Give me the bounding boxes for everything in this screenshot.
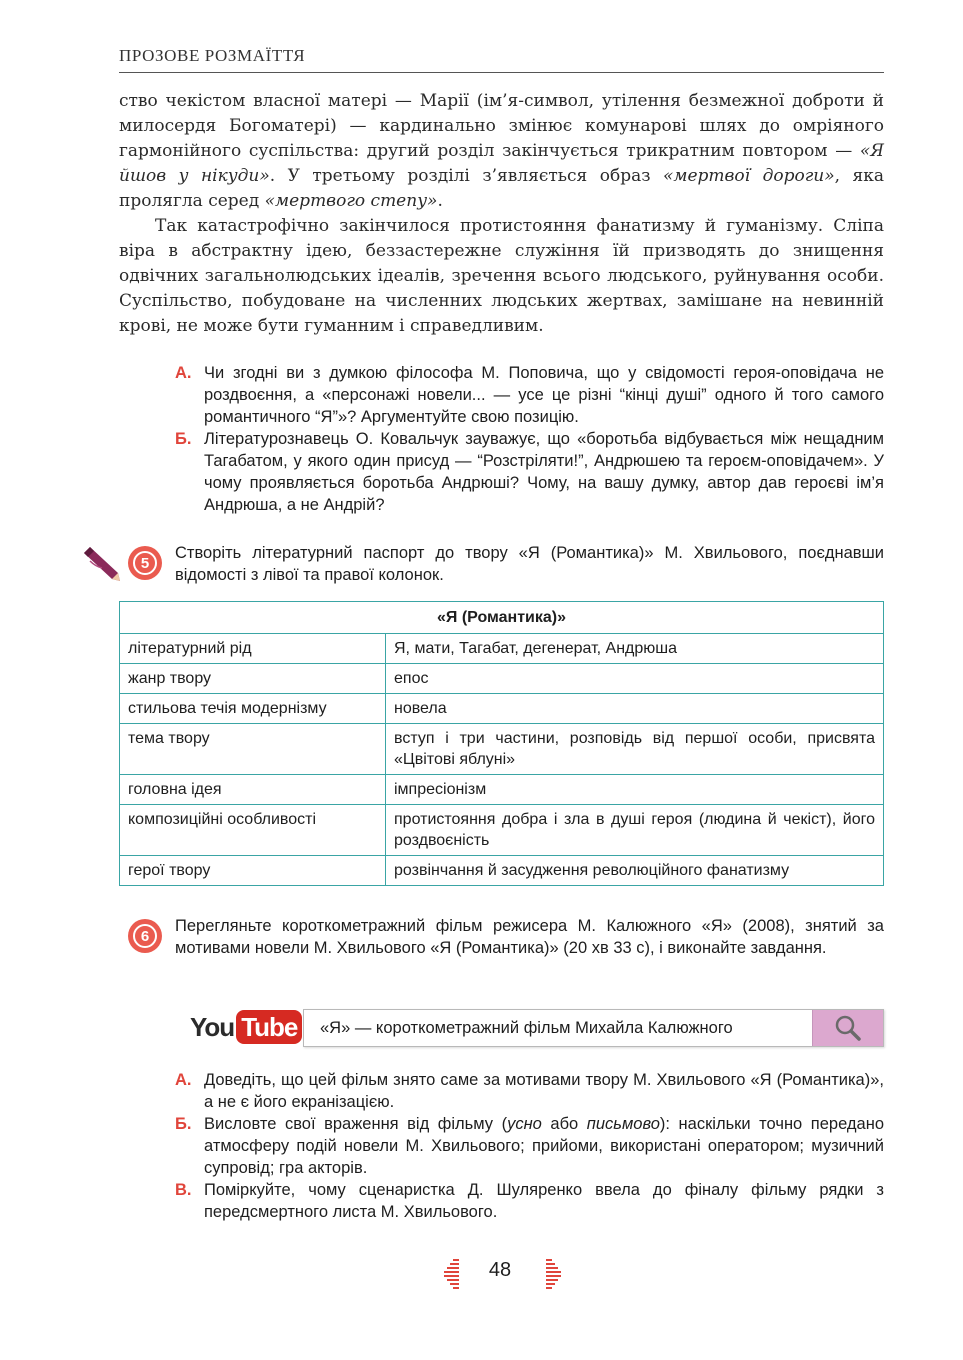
- table-cell-left: стильова течія модернізму: [120, 694, 386, 724]
- question-letter: Б.: [175, 1115, 192, 1133]
- table-row: [120, 724, 884, 775]
- table-row: [120, 634, 884, 664]
- table-cell-right: протистояння добра і зла в душі героя (людина й чекіст), його роздвоєність: [386, 805, 884, 856]
- paragraph-1: [119, 89, 884, 214]
- text-span: , яка пролягла серед: [119, 166, 885, 211]
- page-footer: [0, 1256, 963, 1292]
- table-cell-right: новела: [386, 694, 884, 724]
- question-item: [175, 1113, 884, 1179]
- question-letter: А.: [175, 1071, 192, 1089]
- literary-passport-table: [119, 601, 884, 886]
- table-cell-left: головна ідея: [120, 775, 386, 805]
- text-span: ство чекістом власної матері — Марії (ім’я-символ, утілення безмежної доброти й милосердя Богоматері) — кардинально змінює комунарові шлях до омріяного гармонійного суспільства: другий розділ закінчується трикратним повтором —: [119, 91, 884, 161]
- left-arrow-ornament-icon: [441, 1258, 461, 1290]
- question-text: [204, 1115, 884, 1177]
- question-item: [175, 1179, 884, 1223]
- table-row: [120, 775, 884, 805]
- table-row: [120, 694, 884, 724]
- question-item: [175, 1069, 884, 1113]
- task-5-text: Створіть літературний паспорт до твору «Я (Романтика)» М. Хвильового, поєднавши відомості з лівої та правої колонок.: [175, 544, 884, 584]
- question-item: [175, 428, 884, 516]
- question-text: Літературознавець О. Ковальчук зауважує, що «боротьба відбувається між нещадним Тагабатом, у якого один присуд — “Розстріляти!”, Андрюшею та героєм-оповідачем». У чому проявляється боротьба Андрюші? Чому, на вашу думку, автор дав героєві ім’я Андрюша, а не Андрій?: [204, 430, 884, 514]
- text-span: . У третьому розділі з’являється образ: [269, 166, 663, 186]
- questions-block-2: [175, 1069, 884, 1223]
- youtube-logo-tube: Tube: [236, 1010, 302, 1044]
- quote-italic: «мертвого степу»: [264, 191, 438, 211]
- search-button[interactable]: [812, 1010, 883, 1046]
- questions-block-1: [175, 362, 884, 516]
- table-cell-right: Я, мати, Тагабат, дегенерат, Андрюша: [386, 634, 884, 664]
- pen-icon: [80, 543, 126, 583]
- quote-italic: «мертвої дороги»: [662, 166, 835, 186]
- question-letter: Б.: [175, 430, 192, 448]
- task-5-number-icon: [128, 546, 162, 580]
- youtube-logo[interactable]: [190, 1010, 302, 1044]
- table-row: [120, 664, 884, 694]
- question-text: Доведіть, що цей фільм знято саме за мотивами твору М. Хвильового «Я (Романтика)», а не є його екранізацією.: [204, 1071, 884, 1111]
- main-text: [119, 89, 884, 339]
- table-cell-left: композиційні особливості: [120, 805, 386, 856]
- emphasis: письмово: [586, 1115, 660, 1133]
- question-text: Чи згодні ви з думкою філософа М. Поповича, що у свідомості героя-оповідача не роздвоєння, а «персонажі новели... — усе це різні “кінці душі” одного й того самого романтичного “Я”»? Аргументуйте свою позицію.: [204, 364, 884, 426]
- table-row: [120, 856, 884, 886]
- task-number: 6: [133, 924, 157, 948]
- question-item: [175, 362, 884, 428]
- table-cell-left: літературний рід: [120, 634, 386, 664]
- magnifier-icon: [833, 1013, 863, 1043]
- page-number: 48: [488, 1259, 512, 1281]
- question-letter: А.: [175, 364, 192, 382]
- task-6-text: Перегляньте короткометражний фільм режисера М. Калюжного «Я» (2008), знятий за мотивами новели М. Хвильового «Я (Романтика)» (20 хв 33 с), і виконайте завдання.: [175, 917, 884, 957]
- question-text: Поміркуйте, чому сценаристка Д. Шуляренко ввела до фіналу фільму рядки з передсмертного листа М. Хвильового.: [204, 1181, 884, 1221]
- text-span: або: [541, 1115, 587, 1133]
- table-cell-right: розвінчання й засудження революційного фанатизму: [386, 856, 884, 886]
- youtube-search-bar: [303, 1009, 884, 1047]
- text-span: .: [437, 191, 443, 211]
- quote-italic: «Я йшов у нікуди»: [119, 141, 884, 186]
- question-letter: В.: [175, 1181, 192, 1199]
- search-input[interactable]: [304, 1010, 812, 1046]
- table-cell-right: епос: [386, 664, 884, 694]
- table-cell-right: вступ і три частини, розповідь від першої особи, присвята «Цвітові яблуні»: [386, 724, 884, 775]
- running-header: ПРОЗОВЕ РОЗМАЇТТЯ: [119, 46, 884, 73]
- table-cell-left: тема твору: [120, 724, 386, 775]
- table-cell-left: жанр твору: [120, 664, 386, 694]
- table-title: «Я (Романтика)»: [120, 602, 884, 634]
- task-number: 5: [133, 551, 157, 575]
- task-6-number-icon: [128, 919, 162, 953]
- right-arrow-ornament-icon: [544, 1258, 564, 1290]
- table-cell-right: імпресіонізм: [386, 775, 884, 805]
- youtube-logo-you: You: [190, 1011, 235, 1042]
- text-span: Висловте свої враження від фільму (: [204, 1115, 508, 1133]
- text-span: ): наскільки точно передано атмосферу подій новели М. Хвильового; прийоми, використані оператором; музичний супровід; гра акторів.: [204, 1115, 884, 1177]
- table-row: [120, 805, 884, 856]
- emphasis: усно: [507, 1115, 542, 1133]
- table-cell-left: герої твору: [120, 856, 386, 886]
- paragraph-2: Так катастрофічно закінчилося протистояння фанатизму й гуманізму. Сліпа віра в абстрактну ідею, беззастережне служіння їй призводять до знищення одвічних загальнолюдських ідеалів, зречення всього людського, руйнування особи. Суспільство, побудоване на численних людських жертвах, замішане на невинній крові, не може бути гуманним і справедливим.: [119, 216, 884, 336]
